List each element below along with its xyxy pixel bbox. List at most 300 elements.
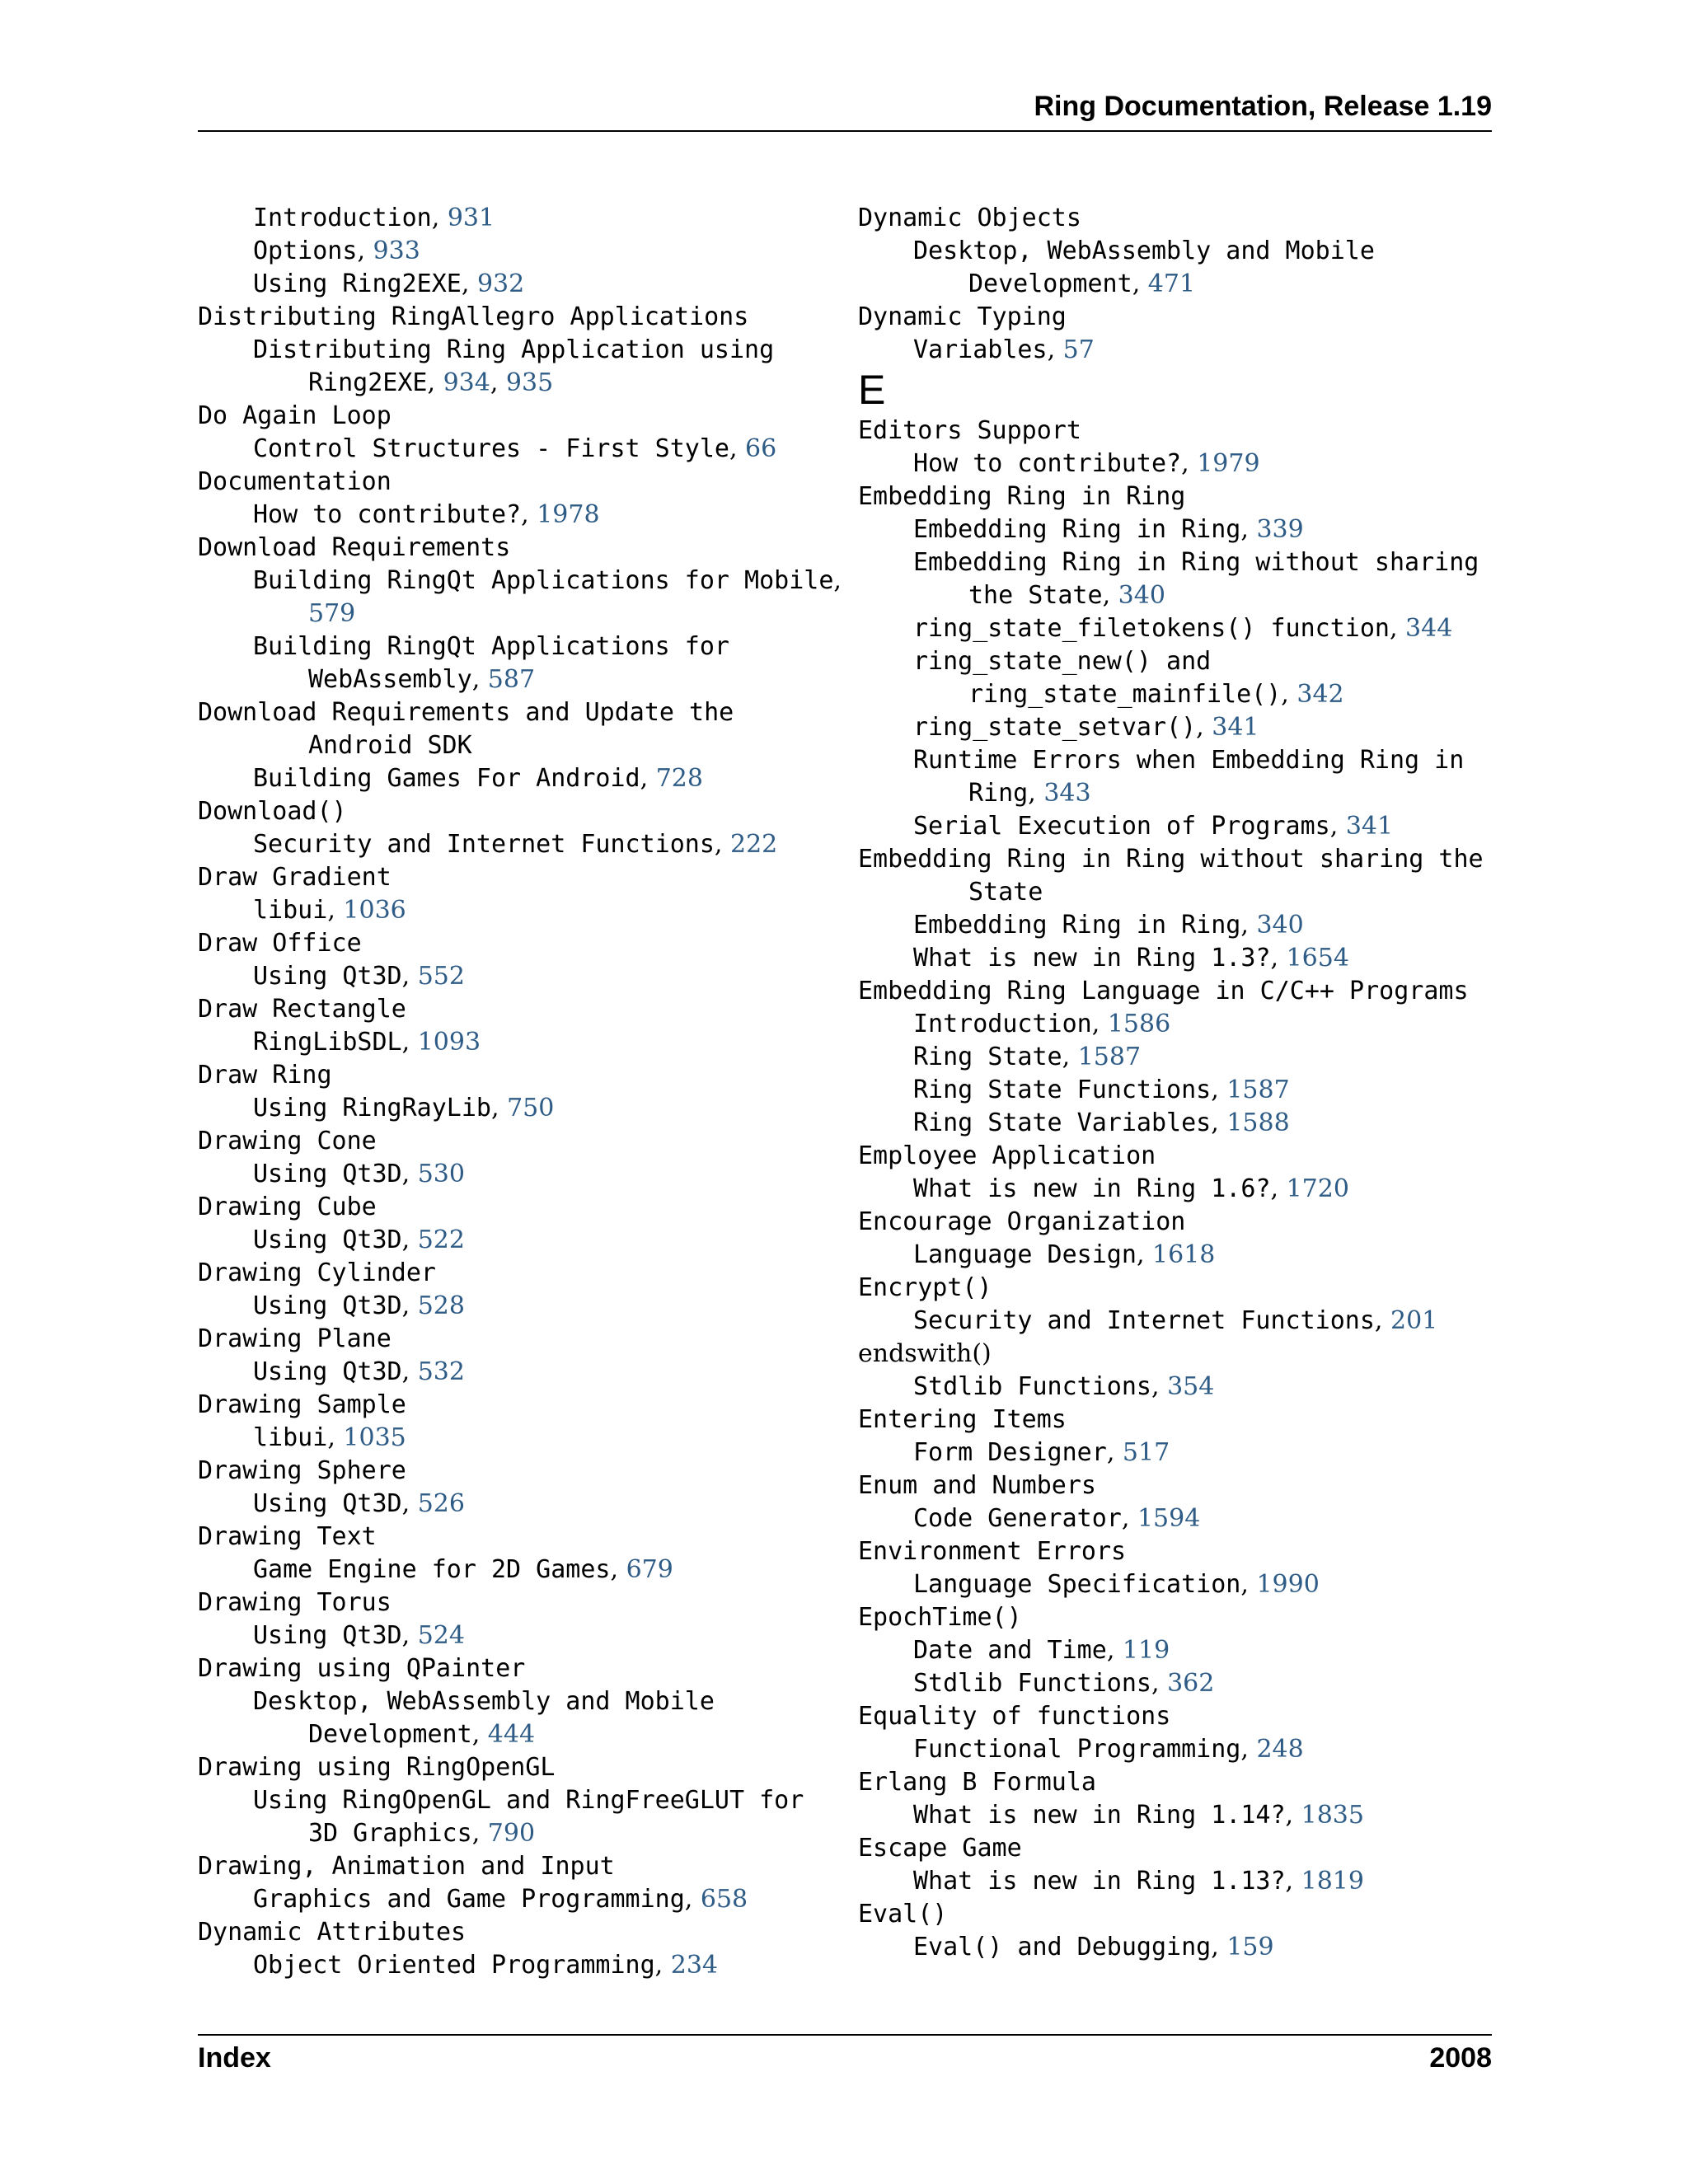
page-link[interactable]: 1979: [1197, 449, 1260, 478]
separator: ,: [714, 830, 730, 859]
entry-text: Embedding Ring in Ring: [913, 911, 1241, 940]
index-entry: [198, 1124, 841, 1157]
page-link[interactable]: 343: [1043, 779, 1091, 808]
index-subentry: [198, 1487, 841, 1520]
separator: ,: [471, 1819, 488, 1848]
entry-text: Drawing, Animation and Input: [198, 1852, 615, 1881]
separator: ,: [1270, 944, 1287, 972]
index-subentry: [198, 1619, 841, 1652]
entry-text: ring_state_new() and: [913, 647, 1212, 676]
entry-text: Code Generator: [913, 1504, 1122, 1533]
page-link[interactable]: 658: [700, 1885, 748, 1914]
entry-text: ring_state_mainfile(): [968, 680, 1282, 709]
index-subentry: [858, 1864, 1501, 1897]
entry-text: Using RingRayLib: [253, 1094, 491, 1122]
entry-text: State: [968, 878, 1043, 907]
index-entry: [198, 1652, 841, 1685]
index-subentry: [858, 875, 1501, 908]
entry-text: Dynamic Typing: [858, 302, 1067, 331]
entry-text: What is new in Ring 1.6?: [913, 1174, 1271, 1203]
separator: ,: [401, 1291, 418, 1320]
index-subentry: [858, 1106, 1501, 1139]
index-subentry: [198, 893, 841, 926]
index-subentry: [858, 1040, 1501, 1073]
page-header-title: Ring Documentation, Release 1.19: [1034, 91, 1492, 122]
page-link[interactable]: 1819: [1301, 1867, 1364, 1896]
entry-text: Drawing Cone: [198, 1127, 377, 1155]
page-link[interactable]: 201: [1390, 1306, 1438, 1335]
separator: ,: [357, 237, 373, 265]
page-link[interactable]: 1654: [1286, 944, 1349, 972]
entry-text: What is new in Ring 1.3?: [913, 944, 1271, 972]
index-entry: [198, 1849, 841, 1882]
entry-text: Language Design: [913, 1240, 1137, 1269]
index-subentry: [198, 597, 841, 630]
index-entry: [858, 1205, 1501, 1238]
index-entry: [198, 1322, 841, 1355]
separator: ,: [1211, 1076, 1227, 1104]
index-entry: [858, 974, 1501, 1007]
index-subentry: [198, 1553, 841, 1586]
index-subentry: [858, 1007, 1501, 1040]
page-link[interactable]: 234: [670, 1951, 719, 1980]
entry-text: Employee Application: [858, 1141, 1156, 1170]
entry-text: Drawing using QPainter: [198, 1654, 526, 1683]
separator: ,: [1062, 1043, 1078, 1071]
index-subentry: [858, 1633, 1501, 1666]
index-subentry: [858, 1930, 1501, 1963]
page-link[interactable]: 932: [476, 269, 525, 298]
page-link[interactable]: 530: [417, 1160, 465, 1188]
index-subentry: [858, 743, 1501, 776]
entry-text: Object Oriented Programming: [253, 1951, 655, 1980]
entry-text: Ring State Variables: [913, 1108, 1212, 1137]
entry-text: Draw Office: [198, 929, 362, 958]
footer-section-label: Index: [198, 2042, 271, 2074]
entry-text: Distributing RingAllegro Applications: [198, 302, 749, 331]
entry-text: Drawing Cylinder: [198, 1258, 436, 1287]
index-entry: [198, 1750, 841, 1783]
page-link[interactable]: 1618: [1152, 1240, 1216, 1269]
index-entry: [198, 1256, 841, 1289]
index-entry: [858, 842, 1501, 875]
index-entry: [198, 696, 841, 729]
index-subentry: [198, 1948, 841, 1981]
entry-text: Documentation: [198, 467, 392, 496]
index-subentry: [198, 1685, 841, 1718]
index-subentry: [858, 234, 1501, 267]
page-link[interactable]: 119: [1122, 1636, 1170, 1665]
index-subentry: [858, 1436, 1501, 1469]
separator: ,: [1240, 515, 1257, 544]
index-subentry: [198, 333, 841, 366]
index-column-left: [198, 201, 841, 1981]
index-subentry: [198, 762, 841, 794]
index-subentry: [198, 630, 841, 663]
index-entry: [198, 992, 841, 1025]
separator: ,: [1281, 680, 1297, 709]
index-subentry: [198, 827, 841, 860]
entry-text: Stdlib Functions: [913, 1669, 1151, 1698]
page-link[interactable]: 679: [626, 1555, 673, 1584]
entry-text: Drawing Plane: [198, 1324, 392, 1353]
index-subentry: [198, 1421, 841, 1454]
entry-text: Dynamic Attributes: [198, 1918, 467, 1947]
index-column-right: [858, 201, 1501, 1963]
entry-text: the State: [968, 581, 1103, 610]
entry-text: Escape Game: [858, 1834, 1022, 1863]
entry-text: Encrypt(): [858, 1273, 992, 1302]
page-link[interactable]: 1587: [1226, 1076, 1290, 1104]
index-entry: [198, 399, 841, 432]
page-link[interactable]: 526: [417, 1489, 465, 1518]
page-link[interactable]: 57: [1062, 335, 1095, 364]
page-link[interactable]: 340: [1118, 581, 1165, 610]
entry-text: Game Engine for 2D Games: [253, 1555, 611, 1584]
page-link[interactable]: 1978: [537, 500, 600, 529]
index-subentry: [858, 333, 1501, 366]
index-subentry: [858, 579, 1501, 612]
entry-text: Drawing using RingOpenGL: [198, 1753, 556, 1782]
page-footer: [198, 2042, 1492, 2075]
index-subentry: [858, 1304, 1501, 1337]
entry-text: Variables: [913, 335, 1048, 364]
page-link[interactable]: 1093: [417, 1028, 481, 1057]
page-link[interactable]: 1594: [1137, 1504, 1201, 1533]
separator: ,: [729, 434, 746, 463]
index-subentry: [858, 447, 1501, 480]
entry-text: Security and Internet Functions: [913, 1306, 1375, 1335]
index-subentry: [858, 513, 1501, 546]
separator: ,: [1136, 1240, 1153, 1269]
separator: ,: [1211, 1933, 1227, 1961]
separator: ,: [1240, 911, 1257, 940]
separator: ,: [1240, 1735, 1257, 1764]
entry-text: Editors Support: [858, 416, 1081, 445]
index-entry: [858, 1469, 1501, 1502]
index-subentry: [858, 1172, 1501, 1205]
index-subentry: [198, 201, 841, 234]
separator: ,: [471, 1720, 488, 1749]
index-subentry: [198, 1223, 841, 1256]
index-entry: [198, 926, 841, 959]
index-subentry: [198, 729, 841, 762]
index-subentry: [198, 267, 841, 300]
page-link[interactable]: 517: [1122, 1438, 1170, 1467]
page-link[interactable]: 222: [730, 830, 778, 859]
entry-text: Equality of functions: [858, 1702, 1171, 1731]
page-link[interactable]: 344: [1405, 614, 1453, 643]
separator: ,: [1240, 1570, 1257, 1599]
page-link[interactable]: 552: [417, 962, 465, 991]
page-link[interactable]: 362: [1167, 1669, 1215, 1698]
index-entry: [198, 531, 841, 564]
index-subentry: [858, 267, 1501, 300]
index-subentry: [198, 1355, 841, 1388]
index-subentry: [198, 1882, 841, 1915]
index-subentry: [858, 809, 1501, 842]
entry-text: How to contribute?: [913, 449, 1182, 478]
separator: ,: [1285, 1867, 1301, 1896]
entry-text: Form Designer: [913, 1438, 1107, 1467]
entry-text: Introduction: [913, 1010, 1092, 1038]
entry-text: What is new in Ring 1.13?: [913, 1867, 1286, 1896]
page-link[interactable]: 528: [417, 1291, 465, 1320]
index-entry: [858, 300, 1501, 333]
page-link[interactable]: 354: [1167, 1372, 1215, 1401]
index-entry: [198, 1520, 841, 1553]
page-link[interactable]: 933: [373, 237, 420, 265]
separator: ,: [401, 1160, 418, 1188]
entry-text: RingLibSDL: [253, 1028, 402, 1057]
entry-text: Graphics and Game Programming: [253, 1885, 685, 1914]
index-subentry: [858, 1073, 1501, 1106]
page-link[interactable]: 1586: [1107, 1010, 1171, 1038]
page-link[interactable]: 1036: [343, 896, 406, 925]
page-link[interactable]: 750: [507, 1094, 555, 1122]
separator: ,: [1102, 581, 1118, 610]
entry-text: ring_state_filetokens() function: [913, 614, 1390, 643]
page-link[interactable]: 935: [505, 368, 554, 397]
page-link[interactable]: 341: [1212, 713, 1259, 742]
page-link[interactable]: 522: [417, 1226, 465, 1254]
index-subentry: [198, 1091, 841, 1124]
index-subentry: [858, 1370, 1501, 1403]
index-entry: [858, 1831, 1501, 1864]
index-subentry: [198, 663, 841, 696]
separator: ,: [1106, 1438, 1123, 1467]
entry-text: How to contribute?: [253, 500, 522, 529]
entry-text: Ring State: [913, 1043, 1062, 1071]
index-subentry: [858, 546, 1501, 579]
page-link[interactable]: 934: [443, 368, 490, 397]
footer-page-number: 2008: [1429, 2042, 1492, 2074]
index-subentry: [198, 234, 841, 267]
separator: ,: [1374, 1306, 1390, 1335]
index-subentry: [198, 1025, 841, 1058]
page-link[interactable]: 1720: [1286, 1174, 1349, 1203]
entry-text: Ring State Functions: [913, 1076, 1212, 1104]
page-link[interactable]: 579: [308, 599, 356, 628]
entry-text: Download(): [198, 797, 347, 826]
separator: ,: [1270, 1174, 1287, 1203]
separator: ,: [1181, 449, 1198, 478]
entry-text: Date and Time: [913, 1636, 1107, 1665]
index-entry: [198, 1058, 841, 1091]
entry-text: Eval() and Debugging: [913, 1933, 1212, 1961]
entry-text: Ring: [968, 779, 1029, 808]
index-entry: [198, 300, 841, 333]
index-subentry: [198, 1157, 841, 1190]
separator: ,: [401, 1621, 418, 1650]
entry-text: Language Specification: [913, 1570, 1241, 1599]
page-link[interactable]: 340: [1256, 911, 1304, 940]
index-entry: [858, 414, 1501, 447]
entry-text: Entering Items: [858, 1405, 1067, 1434]
page-link[interactable]: 1587: [1077, 1043, 1142, 1071]
index-entry: [198, 794, 841, 827]
entry-text: Using Qt3D: [253, 1226, 402, 1254]
page-link[interactable]: 248: [1256, 1735, 1304, 1764]
index-entry: [198, 465, 841, 498]
separator: ,: [640, 764, 656, 793]
entry-text: WebAssembly: [308, 665, 472, 694]
separator: ,: [490, 368, 506, 397]
separator: ,: [1151, 1669, 1168, 1698]
entry-text: Drawing Cube: [198, 1193, 377, 1221]
page-link[interactable]: 728: [655, 764, 703, 793]
page-link[interactable]: 341: [1345, 812, 1394, 841]
page-link[interactable]: 587: [487, 665, 536, 694]
entry-text: Distributing Ring Application using: [253, 335, 775, 364]
index-subentry: [198, 1783, 841, 1816]
entry-text: Embedding Ring in Ring: [913, 515, 1241, 544]
entry-text: Embedding Ring Language in C/C++ Programs: [858, 977, 1469, 1005]
entry-text: EpochTime(): [858, 1603, 1022, 1632]
separator: ,: [401, 962, 418, 991]
entry-text: Development: [308, 1720, 472, 1749]
entry-text: Functional Programming: [913, 1735, 1241, 1764]
index-entry: [858, 1765, 1501, 1798]
entry-text: Drawing Torus: [198, 1588, 392, 1617]
page-link[interactable]: 790: [487, 1819, 536, 1848]
entry-text: Development: [968, 269, 1132, 298]
page-link[interactable]: 444: [487, 1720, 536, 1749]
separator: ,: [610, 1555, 626, 1584]
entry-text: Options: [253, 237, 358, 265]
separator: ,: [1091, 1010, 1108, 1038]
separator: ,: [1121, 1504, 1137, 1533]
index-entry: [858, 1897, 1501, 1930]
entry-text: Building RingQt Applications for: [253, 632, 729, 661]
index-subentry: [858, 1502, 1501, 1535]
entry-text: Encourage Organization: [858, 1207, 1186, 1236]
entry-text: Using RingOpenGL and RingFreeGLUT for: [253, 1786, 804, 1815]
entry-text: Environment Errors: [858, 1537, 1127, 1566]
entry-text: Using Qt3D: [253, 1357, 402, 1386]
entry-text: endswith(): [858, 1339, 992, 1368]
separator: ,: [427, 368, 443, 397]
page-link[interactable]: 931: [447, 204, 495, 232]
entry-text: Enum and Numbers: [858, 1471, 1096, 1500]
index-subentry: [858, 1568, 1501, 1601]
index-subentry: [198, 959, 841, 992]
index-entry: [858, 1699, 1501, 1732]
index-subentry: [198, 564, 841, 597]
page-link[interactable]: 1990: [1256, 1570, 1320, 1599]
page-link[interactable]: 471: [1147, 269, 1196, 298]
entry-text: Desktop, WebAssembly and Mobile: [913, 237, 1375, 265]
index-subentry: [198, 432, 841, 465]
separator: ,: [833, 566, 842, 595]
index-subentry: [858, 644, 1501, 677]
index-entry: [198, 1454, 841, 1487]
page-link[interactable]: 339: [1256, 515, 1304, 544]
index-subentry: [858, 776, 1501, 809]
entry-text: Draw Ring: [198, 1061, 332, 1090]
index-entry: [858, 1337, 1501, 1370]
entry-text: Drawing Text: [198, 1522, 377, 1551]
separator: ,: [1389, 614, 1406, 643]
entry-text: libui: [253, 896, 328, 925]
entry-text: Embedding Ring in Ring: [858, 482, 1186, 511]
separator: ,: [654, 1951, 671, 1980]
entry-text: Security and Internet Functions: [253, 830, 715, 859]
separator: ,: [401, 1357, 418, 1386]
index-subentry: [198, 1289, 841, 1322]
entry-text: Desktop, WebAssembly and Mobile: [253, 1687, 715, 1716]
index-letter-heading: E: [858, 367, 886, 413]
entry-text: Android SDK: [308, 731, 472, 760]
entry-text: Using Qt3D: [253, 1621, 402, 1650]
page-link[interactable]: 524: [417, 1621, 465, 1650]
index-subentry: [198, 366, 841, 399]
entry-text: What is new in Ring 1.14?: [913, 1801, 1286, 1830]
entry-text: Drawing Sphere: [198, 1456, 406, 1485]
page-link[interactable]: 159: [1226, 1933, 1274, 1961]
index-subentry: [858, 612, 1501, 644]
index-entry: [198, 1190, 841, 1223]
index-subentry: [198, 1718, 841, 1750]
entry-text: Embedding Ring in Ring without sharing: [913, 548, 1479, 577]
index-subentry: [858, 710, 1501, 743]
separator: ,: [1285, 1801, 1301, 1830]
separator: ,: [431, 204, 448, 232]
index-entry: [858, 1601, 1501, 1633]
page-link[interactable]: 66: [745, 434, 777, 463]
separator: ,: [1329, 812, 1346, 841]
entry-text: Draw Rectangle: [198, 995, 406, 1024]
entry-text: Building Games For Android: [253, 764, 640, 793]
page-link[interactable]: 1035: [343, 1423, 406, 1452]
entry-text: Control Structures - First Style: [253, 434, 729, 463]
index-subentry: [858, 1238, 1501, 1271]
index-entry: [858, 1535, 1501, 1568]
separator: ,: [684, 1885, 701, 1914]
page-link[interactable]: 532: [417, 1357, 465, 1386]
entry-text: Building RingQt Applications for Mobile: [253, 566, 834, 595]
index-subentry: [198, 498, 841, 531]
entry-text: Serial Execution of Programs: [913, 812, 1330, 841]
index-entry: [198, 1388, 841, 1421]
entry-text: Introduction: [253, 204, 432, 232]
entry-text: Using Qt3D: [253, 1160, 402, 1188]
entry-text: libui: [253, 1423, 328, 1452]
page-link[interactable]: 1588: [1226, 1108, 1290, 1137]
entry-text: Using Ring2EXE: [253, 269, 462, 298]
separator: ,: [490, 1094, 508, 1122]
page-link[interactable]: 342: [1296, 680, 1344, 709]
entry-text: Runtime Errors when Embedding Ring in: [913, 746, 1465, 775]
index-entry: [858, 1271, 1501, 1304]
entry-text: Draw Gradient: [198, 863, 392, 892]
separator: ,: [401, 1028, 418, 1057]
separator: ,: [1132, 269, 1148, 298]
entry-text: Download Requirements and Update the: [198, 698, 734, 727]
entry-text: Drawing Sample: [198, 1390, 406, 1419]
separator: ,: [1211, 1108, 1227, 1137]
index-entry: [198, 860, 841, 893]
entry-text: Using Qt3D: [253, 962, 402, 991]
entry-text: Download Requirements: [198, 533, 511, 562]
index-entry: [858, 1139, 1501, 1172]
index-entry: [858, 1403, 1501, 1436]
index-entry: [198, 1915, 841, 1948]
index-subentry: [858, 908, 1501, 941]
page-link[interactable]: 1835: [1301, 1801, 1364, 1830]
index-subentry: [858, 677, 1501, 710]
footer-rule: [198, 2034, 1492, 2036]
